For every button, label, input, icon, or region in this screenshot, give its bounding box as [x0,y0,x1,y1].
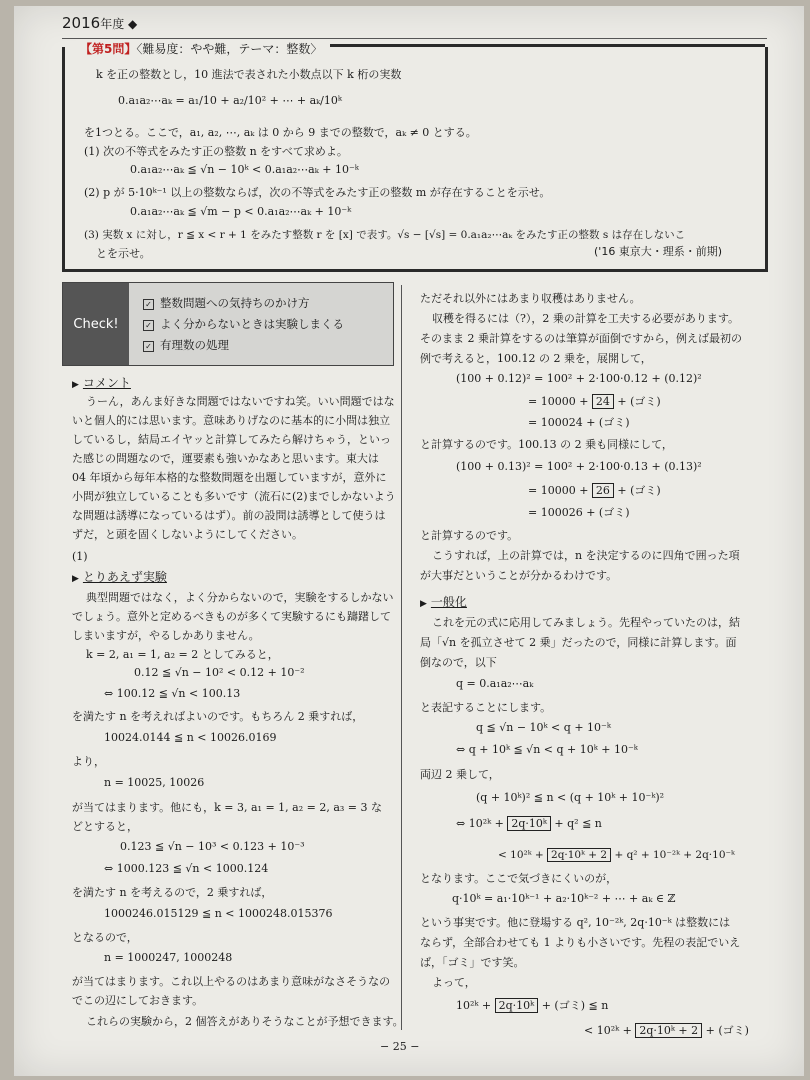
math-line: = 10000 + 24 + (ゴミ) [528,395,661,408]
boxed-term: 2q·10ᵏ + 2 [635,1023,702,1038]
body-line: が大事だということが分かるわけです。 [420,569,618,582]
math-line: (q + 10ᵏ)² ≦ n < (q + 10ᵏ + 10⁻ᵏ)² [476,791,665,804]
body-line: これを元の式に応用してみましょう。先程やっていたのは，結 [432,616,740,629]
checkbox-icon: ✓ [143,341,154,352]
math-line: < 10²ᵏ + 2q·10ᵏ + 2 + q² + 10⁻²ᵏ + 2q·10⁻ᵏ [498,849,735,861]
check-label: Check! [63,283,129,365]
body-line: でしょう。意外と定めるべきものが多くて実験するにも躊躇して [72,610,391,623]
body-line: k = 2, a₁ = 1, a₂ = 2 としてみると， [86,648,279,661]
math-line: n = 1000247, 1000248 [104,951,233,964]
body-line: 収穫を得るには（?），2 乗の計算を工夫する必要があります。 [432,312,740,325]
math-line: 0.123 ≦ √n − 10³ < 0.123 + 10⁻³ [120,840,305,853]
body-line: が当てはまります。他にも，k = 3, a₁ = 1, a₂ = 2, a₃ = 3 な [72,801,382,814]
body-line: 典型問題ではなく，よく分からないので，実験をするしかない [86,591,394,604]
checkbox-icon: ✓ [143,320,154,331]
problem-title: 【第5問】〈難易度：やや難，テーマ：整数〉 [76,40,326,57]
check-item: ✓ 有理数の処理 [143,337,229,353]
problem-line: を1つとる。ここで，a₁, a₂, ⋯, aₖ は 0 から 9 までの整数で，aₖ ≠ 0 とする。 [84,126,477,139]
triangle-icon: ▶ [72,380,79,390]
check-item: ✓ 整数問題への気持ちのかけ方 [143,295,310,311]
body-line: ば，「ゴミ」です笑。 [420,956,525,969]
triangle-icon: ▶ [72,574,79,584]
boxed-term: 2q·10ᵏ [507,816,551,831]
problem-line: とを示せ。 [96,247,151,260]
body-line: と計算するのです。 [420,529,519,542]
body-line: ただそれ以外にはあまり収穫はありません。 [420,292,641,305]
comment-line: た感じの問題なので，運要素も強いかなあと思います。東大は [72,452,379,465]
math-line: q·10ᵏ = a₁·10ᵏ⁻¹ + a₂·10ᵏ⁻² + ⋯ + aₖ ∈ ℤ [452,892,676,905]
comment-line: な問題は誘導になっているはず）。前の設問は誘導として使うは [72,509,386,522]
math-line: 1000246.015129 ≦ n < 1000248.015376 [104,907,333,920]
body-line: となります。ここで気づきにくいのが， [420,872,618,885]
problem-formula: 0.a₁a₂⋯aₖ ≦ √n − 10ᵏ < 0.a₁a₂⋯aₖ + 10⁻ᵏ [130,163,359,176]
page-number: − 25 − [380,1040,420,1053]
body-line: と計算するのです。100.13 の 2 乗も同様にして， [420,438,673,451]
math-line: q = 0.a₁a₂⋯aₖ [456,677,534,690]
check-item: ✓ よく分からないときは実験しまくる [143,316,344,332]
section-heading-experiment: ▶ とりあえず実験 [72,570,167,584]
math-line: ⇔ q + 10ᵏ ≦ √n < q + 10ᵏ + 10⁻ᵏ [456,743,638,756]
problem-q3: (3) 実数 x に対し，r ≦ x < r + 1 をみたす整数 r を [x] で表す。√s − [√s] = 0.a₁a₂⋯aₖ をみたす正の整数 s は存在しないこ [84,229,686,241]
body-line: より， [72,755,105,768]
checkbox-icon: ✓ [143,299,154,310]
boxed-term: 24 [592,394,614,409]
math-line: = 10000 + 26 + (ゴミ) [528,484,661,497]
body-line: 例で考えると，100.12 の 2 乗を，展開して， [420,352,652,365]
math-line: < 10²ᵏ + 2q·10ᵏ + 2 + (ゴミ) [584,1024,749,1037]
math-line: ⇔ 1000.123 ≦ √n < 1000.124 [104,862,269,875]
body-line: こうすれば，上の計算では，n を決定するのに四角で囲った項 [432,549,740,562]
check-box [62,282,394,366]
boxed-term: 2q·10ᵏ + 2 [547,848,611,862]
math-line: n = 10025, 10026 [104,776,205,789]
body-line: 局「√n を孤立させて 2 乗」だったので，同様に計算します。面 [420,636,737,649]
math-line: q ≦ √n − 10ᵏ < q + 10⁻ᵏ [476,721,611,734]
comment-line: しているし，結局エイヤッと計算してみたら解けちゃう，といっ [72,433,391,446]
body-line: でこの辺にしておきます。 [72,994,204,1007]
body-line: 倒なので，以下 [420,656,497,669]
column-divider [401,285,402,1030]
math-line: (100 + 0.12)² = 100² + 2·100·0.12 + (0.12)² [456,372,702,385]
math-line: = 100024 + (ゴミ) [528,416,630,429]
body-line: が当てはまります。これ以上やるのはあまり意味がなさそうなの [72,975,391,988]
body-line: となるので， [72,931,138,944]
problem-line: k を正の整数とし，10 進法で表された小数点以下 k 桁の実数 [96,68,402,81]
year-header: 2016年度 ◆ [62,14,138,32]
math-line: 0.12 ≦ √n − 10² < 0.12 + 10⁻² [134,666,305,679]
body-line: という事実です。他に登場する q², 10⁻²ᵏ, 2q·10⁻ᵏ は整数には [420,916,731,929]
body-line: しまいますが，やるしかありません。 [72,629,260,642]
check-list [129,283,393,365]
boxed-term: 2q·10ᵏ [495,998,539,1013]
body-line: を満たす n を考えればよいのです。もちろん 2 乗すれば， [72,710,364,723]
problem-box-top-rule [330,44,765,47]
boxed-term: 26 [592,483,614,498]
problem-formula: 0.a₁a₂⋯aₖ = a₁/10 + a₂/10² + ⋯ + aₖ/10ᵏ [118,94,342,107]
problem-q1: (1) 次の不等式をみたす正の整数 n をすべて求めよ。 [84,145,348,158]
body-line: どとすると， [72,820,138,833]
comment-line: 04 年頃から毎年本格的な整数問題を出題していますが，意外に [72,471,387,484]
part-label: (1) [72,550,88,563]
comment-line: ずだ，と頭を固くしないようにしてください。 [72,528,303,541]
math-line: 10024.0144 ≦ n < 10026.0169 [104,731,277,744]
math-line: ⇔ 100.12 ≦ √n < 100.13 [104,687,241,700]
problem-source: ('16 東京大・理系・前期) [590,243,726,259]
comment-line: うーん，あんま好きな問題ではないですね笑。いい問題ではな [86,395,395,408]
triangle-icon: ▶ [420,599,427,609]
body-line: そのまま 2 乗計算をするのは筆算が面倒ですから，例えば最初の [420,332,742,345]
math-line: ⇔ 10²ᵏ + 2q·10ᵏ + q² ≦ n [456,817,602,830]
body-line: よって， [432,976,476,989]
section-heading-generalize: ▶ 一般化 [420,595,467,609]
problem-formula: 0.a₁a₂⋯aₖ ≦ √m − p < 0.a₁a₂⋯aₖ + 10⁻ᵏ [130,205,352,218]
body-line: を満たす n を考えるので，2 乗すれば， [72,886,273,899]
comment-line: 小問が独立していることも多いです（流石に(2)までしかないよう [72,490,396,503]
body-line: と表記することにします。 [420,701,552,714]
header-rule [62,38,767,39]
body-line: これらの実験から，2 個答えがありそうなことが予想できます。 [86,1015,404,1028]
math-line: = 100026 + (ゴミ) [528,506,630,519]
section-heading-comment: ▶ コメント [72,376,131,390]
body-line: ならず，全部合わせても 1 よりも小さいです。先程の表記でいえ [420,936,741,949]
math-line: (100 + 0.13)² = 100² + 2·100·0.13 + (0.13)² [456,460,702,473]
body-line: 両辺 2 乗して， [420,768,500,781]
comment-line: いと個人的には思います。意味ありげなのに基本的に小問は独立 [72,414,391,427]
math-line: 10²ᵏ + 2q·10ᵏ + (ゴミ) ≦ n [456,999,609,1012]
problem-q2: (2) p が 5·10ᵏ⁻¹ 以上の整数ならば，次の不等式をみたす正の整数 m が存在することを示せ。 [84,186,551,199]
